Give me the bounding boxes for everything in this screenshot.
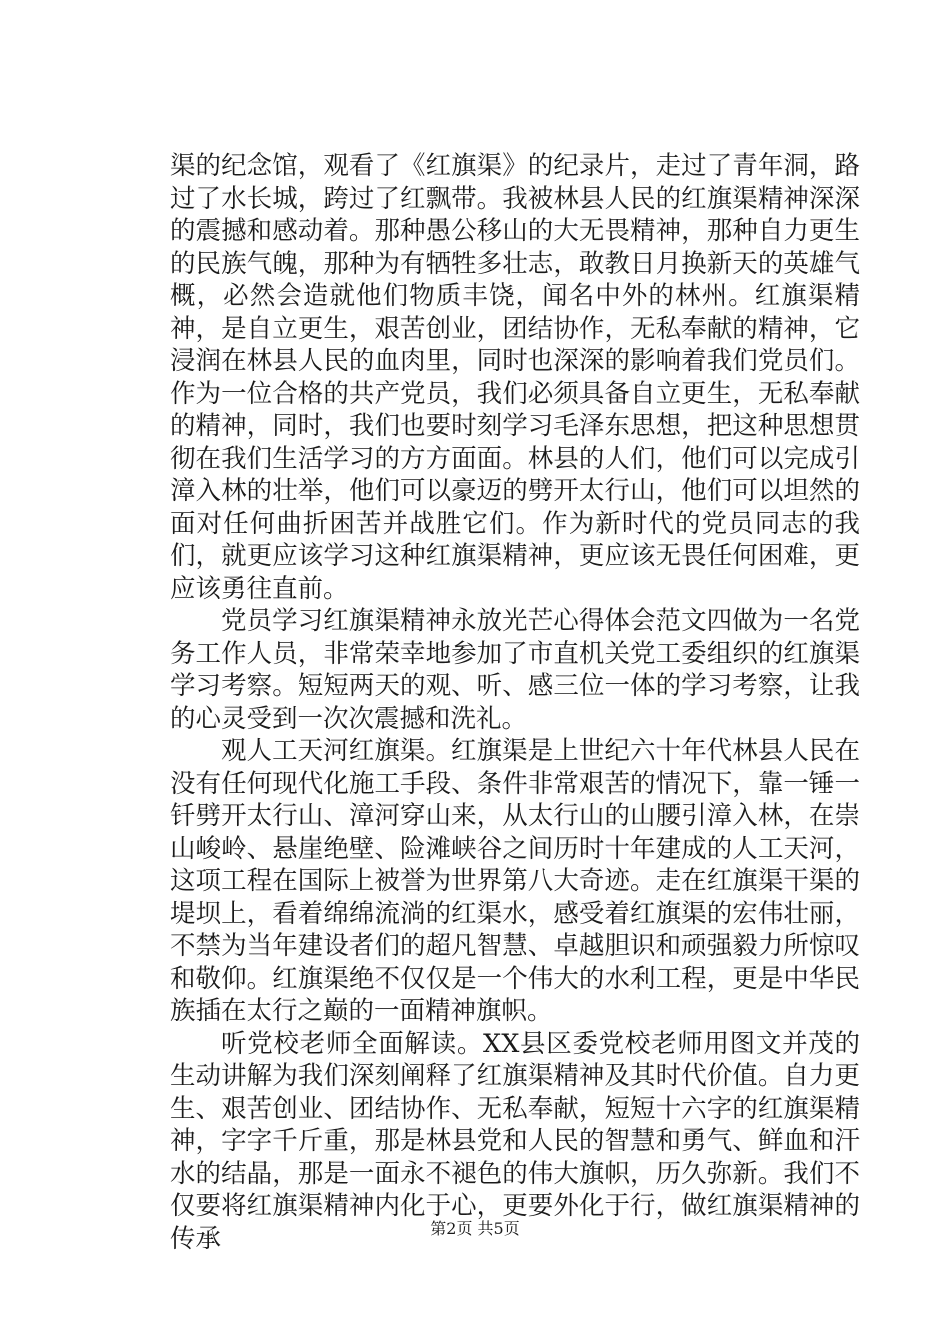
paragraph-3: 观人工天河红旗渠。红旗渠是上世纪六十年代林县人民在没有任何现代化施工手段、条件非常艰苦的情况下，靠一锤一钎劈开太行山、漳河穿山来，从太行山的山腰引漳入林，在崇山峻岭、悬崖绝壁、险滩峡谷之间历时十年建成的人工天河，这项工程在国际上被誉为世界第八大奇迹。走在红旗渠干渠的堤坝上，看着绵绵流淌的红渠水，感受着红旗渠的宏伟壮丽，不禁为当年建设者们的超凡智慧、卓越胆识和顽强毅力所惊叹和敬仰。红旗渠绝不仅仅是一个伟大的水利工程，更是中华民族插在太行之巅的一面精神旗帜。 xyxy=(170,736,860,1026)
paragraph-1: 渠的纪念馆，观看了《红旗渠》的纪录片，走过了青年洞，路过了水长城，跨过了红飘带。我被林县人民的红旗渠精神深深的震撼和感动着。那种愚公移山的大无畏精神，那种自力更生的民族气魄，那种为有牺牲多壮志，敢教日月换新天的英雄气概，必然会造就他们物质丰饶，闻名中外的林州。红旗渠精神，是自立更生，艰苦创业，团结协作，无私奉献的精神，它浸润在林县人民的血肉里，同时也深深的影响着我们党员们。作为一位合格的共产党员，我们必须具备自立更生，无私奉献的精神，同时，我们也要时刻学习毛泽东思想，把这种思想贯彻在我们生活学习的方方面面。林县的人们，他们可以完成引漳入林的壮举，他们可以豪迈的劈开太行山，他们可以坦然的面对任何曲折困苦并战胜它们。作为新时代的党员同志的我们，就更应该学习这种红旗渠精神，更应该无畏任何困难，更应该勇往直前。 xyxy=(170,151,860,604)
page-number-footer: 第2页 共5页 xyxy=(430,1219,520,1238)
paragraph-2: 党员学习红旗渠精神永放光芒心得体会范文四做为一名党务工作人员，非常荣幸地参加了市直机关党工委组织的红旗渠学习考察。短短两天的观、听、感三位一体的学习考察，让我的心灵受到一次次震撼和洗礼。 xyxy=(170,606,860,734)
document-body xyxy=(170,150,860,1255)
paragraph-4: 听党校老师全面解读。XX县区委党校老师用图文并茂的生动讲解为我们深刻阐释了红旗渠精神及其时代价值。自力更生、艰苦创业、团结协作、无私奉献，短短十六字的红旗渠精神，字字千斤重，那是林县党和人民的智慧和勇气、鲜血和汗水的结晶，那是一面永不褪色的伟大旗帜，历久弥新。我们不仅要将红旗渠精神内化于心，更要外化于行，做红旗渠精神的传承 xyxy=(170,1028,860,1254)
